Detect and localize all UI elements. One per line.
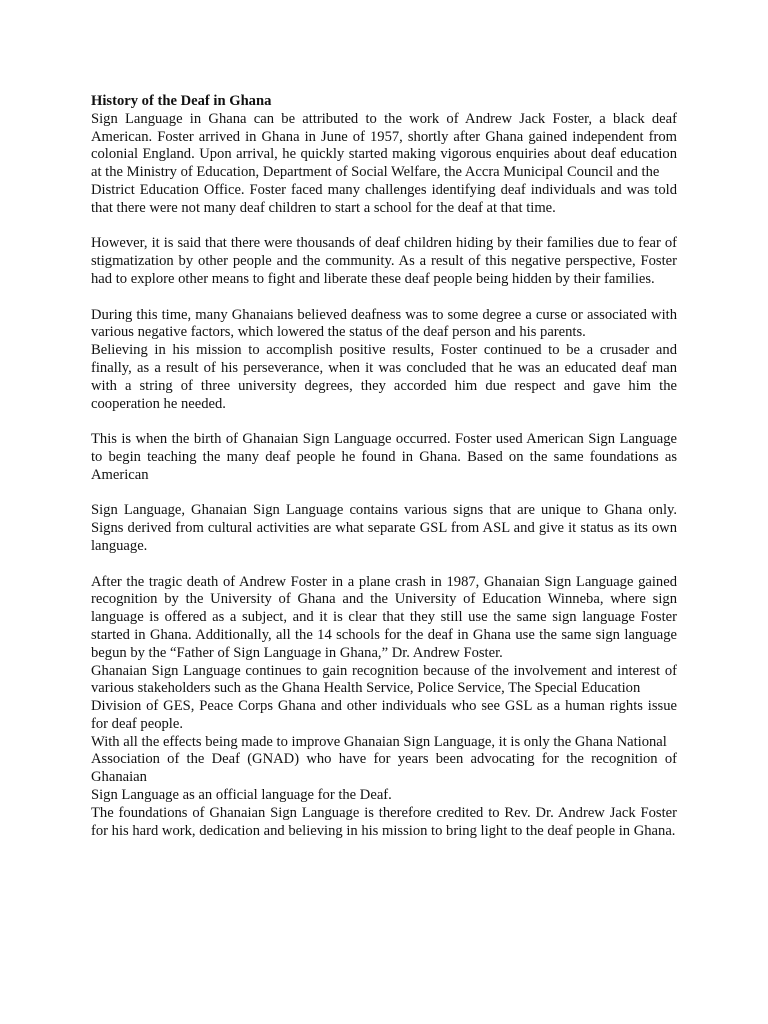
paragraph-7: Sign Language, Ghanaian Sign Language contains various signs that are unique to Ghana only. Signs derived from cultural activities are what separate GSL from ASL and give it status as its own language. [91,502,677,554]
paragraph-6: This is when the birth of Ghanaian Sign Language occurred. Foster used American Sign Language to begin teaching the many deaf people he found in Ghana. Based on the same foundations as American [91,431,677,483]
paragraph-gap [91,413,677,431]
paragraph-4: During this time, many Ghanaians believed deafness was to some degree a curse or associated with various negative factors, which lowered the status of the deaf person and his parents. [91,306,677,341]
document-title: History of the Deaf in Ghana [91,93,272,109]
document-page [91,93,677,840]
paragraph-10: Division of GES, Peace Corps Ghana and other individuals who see GSL as a human rights issue for deaf people. [91,698,677,732]
paragraph-14: The foundations of Ghanaian Sign Language is therefore credited to Rev. Dr. Andrew Jack Foster for his hard work, dedication and believing in his mission to bring light to the deaf people in Ghana. [91,804,677,839]
paragraph-12: Association of the Deaf (GNAD) who have for years been advocating for the recognition of Ghanaian [91,751,677,786]
paragraph-3: However, it is said that there were thousands of deaf children hiding by their families due to fear of stigmatization by other people and the community. As a result of this negative perspective, Foster had to explore other means to fight and liberate these deaf people being hidden by their families. [91,235,677,287]
paragraph-gap [91,289,677,307]
paragraph-1: Sign Language in Ghana can be attributed to the work of Andrew Jack Foster, a black deaf American. Foster arrived in Ghana in June of 1957, shortly after Ghana gained independent from colonial England. Upon arrival, he quickly started making vigorous enquiries about deaf education at the Ministry of Education, Department of Social Welfare, the Accra Municipal Council and the [91,110,677,181]
paragraph-gap [91,556,677,574]
paragraph-gap [91,485,677,503]
paragraph-11: With all the effects being made to improve Ghanaian Sign Language, it is only the Ghana National [91,733,667,750]
paragraph-8: After the tragic death of Andrew Foster in a plane crash in 1987, Ghanaian Sign Language gained recognition by the University of Ghana and the University of Education Winneba, where sign language is offered as a subject, and it is clear that they still use the same sign language Foster started in Ghana. Additionally, all the 14 schools for the deaf in Ghana use the same sign language begun by the “Father of Sign Language in Ghana,” Dr. Andrew Foster. [91,573,677,661]
paragraph-5: Believing in his mission to accomplish positive results, Foster continued to be a crusader and finally, as a result of his perseverance, when it was concluded that he was an educated deaf man with a string of three university degrees, they accorded him due respect and gave him the cooperation he needed. [91,342,677,412]
paragraph-13: Sign Language as an official language for the Deaf. [91,787,392,804]
paragraph-gap [91,218,677,236]
paragraph-2: District Education Office. Foster faced many challenges identifying deaf individuals and was told that there were not many deaf children to start a school for the deaf at that time. [91,181,677,216]
paragraph-9: Ghanaian Sign Language continues to gain recognition because of the involvement and interest of various stakeholders such as the Ghana Health Service, Police Service, The Special Education [91,662,677,697]
